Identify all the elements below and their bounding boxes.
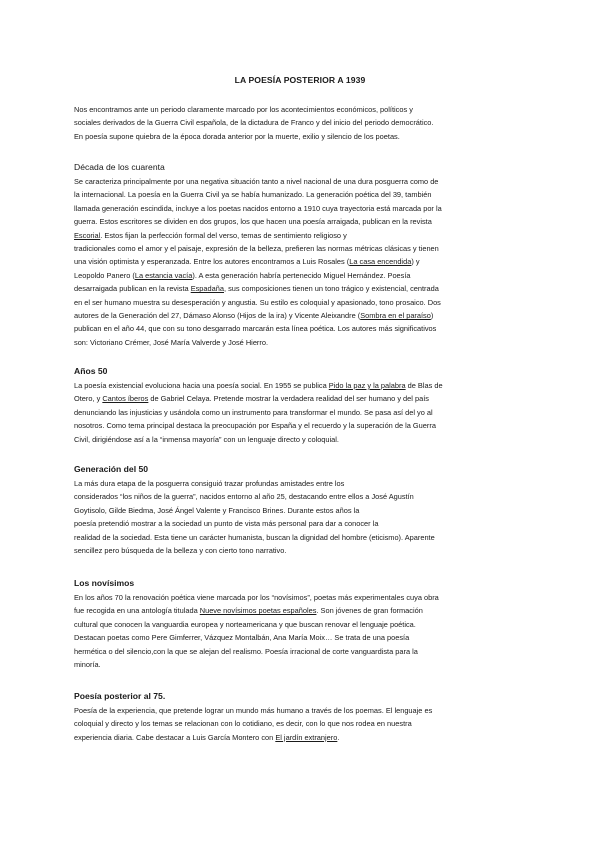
section-heading: Años 50 [74, 366, 108, 376]
text-segment: autores de la Generación del 27, Dámaso Alonso (Hijos de la ira) y Vicente Aleixandre ( [74, 311, 361, 321]
text-line [74, 477, 530, 490]
text-segment: La poesía existencial evoluciona hacia una poesía social. En 1955 se publica [74, 381, 329, 390]
work-title: La casa encendida [349, 257, 412, 267]
text-line [74, 175, 530, 188]
section-paragraph [74, 175, 530, 349]
text-line: En poesía supone quiebra de la época dorada anterior por la muerte, exilio y silencio de los poetas. [74, 131, 400, 141]
text-segment: de Gabriel Celaya. Pretende mostrar la verdadera realidad del ser humano y del país [148, 394, 429, 404]
text-line [74, 618, 530, 631]
text-segment: ). A esta generación habría pertenecido Miguel Hernández. Poesía [192, 270, 411, 280]
intro-text [74, 103, 530, 143]
text-segment: publican en el año 44, que con su tono desgarrado marcarán esta línea poética. Los autores más significativos [74, 324, 437, 334]
text-segment: . [337, 732, 340, 742]
text-line [74, 392, 530, 405]
text-line [74, 188, 530, 201]
text-line [74, 379, 530, 392]
text-segment: ) [430, 311, 434, 321]
text-segment: Leopoldo Panero ( [74, 270, 135, 280]
text-line [74, 717, 530, 730]
section-paragraph [74, 704, 530, 744]
section-paragraph [74, 379, 530, 446]
page-title: LA POESÍA POSTERIOR A 1939 [234, 75, 366, 85]
text-line [74, 419, 530, 432]
work-title: El jardín extranjero [275, 732, 338, 742]
text-segment: Goytisolo, Gilde Biedma, José Ángel Valente y Francisco Brines. Durante estos años la [74, 505, 360, 515]
text-line [74, 604, 530, 617]
text-line [74, 645, 530, 658]
text-line [74, 406, 530, 419]
text-segment: La más dura etapa de la posguerra consiguió trazar profundas amistades entre los [74, 479, 345, 488]
text-segment: hermética o del silencio,con la que se alejan del realismo. Poesía irracional de corte vanguardista para la [74, 646, 418, 656]
text-line [74, 296, 530, 309]
text-segment: Civil, dirigiéndose así a la “inmensa mayoría” con un lenguaje directo y coloquial. [74, 434, 339, 444]
work-title: Pido la paz y la palabra [328, 381, 406, 390]
text-segment: denunciando las injusticias y usándola como un instrumento para transformar el mundo. Se pasa así del yo al [74, 407, 433, 417]
text-line [74, 490, 530, 503]
section-paragraph [74, 591, 530, 671]
text-segment: llamada generación escindida, incluye a los poetas nacidos entorno a 1910 cuya trayectoria está marcada por la [74, 203, 442, 213]
text-segment: Poesía de la experiencia, que pretende lograr un mundo más humano a través de los poemas. El lenguaje es [74, 706, 433, 715]
text-segment: En los años 70 la renovación poética viene marcada por los “novísimos”, poetas más experimentales cuya obra [74, 593, 439, 602]
text-line [74, 658, 530, 671]
text-line [74, 517, 530, 530]
text-segment: coloquial y directo y los temas se relacionan con lo cotidiano, es decir, con lo que nos rodea en nuestra [74, 719, 412, 729]
text-line [74, 704, 530, 717]
text-line [74, 336, 530, 349]
section-heading: Los novísimos [74, 578, 135, 588]
text-line [74, 531, 530, 544]
text-segment: una visión optimista y esperanzada. Entre los autores encontramos a Luis Rosales ( [74, 257, 350, 267]
text-line [74, 202, 530, 215]
text-segment: nosotros. Como tema principal destaca la preocupación por España y el recuerdo y la superación de la Guerra [74, 421, 436, 431]
text-segment: Destacan poetas como Pere Gimferrer, Vázquez Montalbán, Ana María Moix… Se trata de una poesía [74, 633, 410, 643]
text-segment: , sus composiciones tienen un tono trágico y existencial, centrada [223, 284, 439, 294]
section-novisimos [74, 577, 530, 671]
text-segment: poesía pretendió mostrar a la sociedad un punto de vista más personal para dar a conocer la [74, 519, 379, 529]
text-line: Nos encontramos ante un periodo claramente marcado por los acontecimientos económicos, políticos y [74, 105, 413, 114]
text-line [74, 255, 530, 268]
text-segment: la internacional. La poesía en la Guerra Civil ya se había humanizado. La generación poética del 39, también [74, 190, 432, 200]
text-segment: experiencia diaria. Cabe destacar a Luis García Montero con [74, 732, 276, 742]
text-segment: son: Victoriano Crémer, José María Valverde y José Hierro. [74, 337, 269, 347]
work-title: Espadaña [190, 284, 224, 294]
text-segment: guerra. Estos escritores se dividen en dos grupos, los que hacen una poesía arraigada, publican en la revista [74, 217, 432, 227]
text-line [74, 269, 530, 282]
text-segment: tradicionales como el amor y el paisaje, expresión de la belleza, prefieren las normas métricas clásicas y tienen [74, 244, 439, 254]
text-segment: desarraigada publican en la revista [74, 284, 191, 294]
text-segment: minoría. [74, 660, 101, 670]
text-segment: . Estos fijan la perfección formal del verso, temas de sentimiento religioso y [100, 230, 347, 240]
work-title: Nueve novísimos poetas españoles [199, 606, 317, 616]
text-line [74, 631, 530, 644]
text-line [74, 731, 530, 744]
text-segment: . Son jóvenes de gran formación [316, 606, 423, 616]
intro-paragraph [74, 103, 530, 143]
section-heading: Generación del 50 [74, 464, 149, 474]
text-line [74, 309, 530, 322]
text-line [74, 504, 530, 517]
section-decada-cuarenta [74, 161, 530, 349]
work-title: Escorial [74, 230, 101, 240]
text-segment: Otero, y [74, 394, 103, 404]
section-paragraph [74, 477, 530, 557]
text-segment: sencillez pero búsqueda de la belleza y con cierto tono narrativo. [74, 546, 287, 556]
text-segment: ) y [411, 257, 420, 267]
work-title: Sombra en el paraíso [360, 311, 431, 321]
text-segment: considerados “los niños de la guerra”, nacidos entorno al año 25, destacando entre ellos a José Agustín [74, 492, 414, 502]
text-segment: fue recogida en una antología titulada [74, 606, 200, 616]
section-heading: Poesía posterior al 75. [74, 691, 166, 701]
text-line [74, 544, 530, 557]
text-line [74, 215, 530, 228]
text-segment: de Blas de [405, 381, 443, 390]
work-title: Cantos íberos [102, 394, 149, 404]
text-line [74, 229, 530, 242]
text-line [74, 242, 530, 255]
section-heading: Década de los cuarenta [74, 162, 165, 172]
text-segment: en el ser humano muestra su desesperación y angustia. Su estilo es coloquial y apasionado, tono prosaico. Dos [74, 297, 441, 307]
text-line [74, 433, 530, 446]
text-line [74, 282, 530, 295]
section-poesia-posterior-75 [74, 690, 530, 744]
text-segment: Se caracteriza principalmente por una negativa situación tanto a nivel nacional de una dura posguerra como de [74, 177, 439, 186]
text-line: sociales derivados de la Guerra Civil española, de la dictadura de Franco y del inicio del periodo democrático. [74, 118, 434, 128]
section-anos-50 [74, 365, 530, 446]
work-title: La estancia vacía [134, 270, 193, 280]
text-line [74, 591, 530, 604]
section-generacion-50 [74, 463, 530, 557]
text-line [74, 322, 530, 335]
text-segment: realidad de la sociedad. Esta tiene un carácter humanista, buscan la dignidad del hombre (eticismo). Aparente [74, 532, 435, 542]
text-segment: cultural que conocen la vanguardia europea y norteamericana y que buscan renovar el lenguaje poética. [74, 619, 416, 629]
